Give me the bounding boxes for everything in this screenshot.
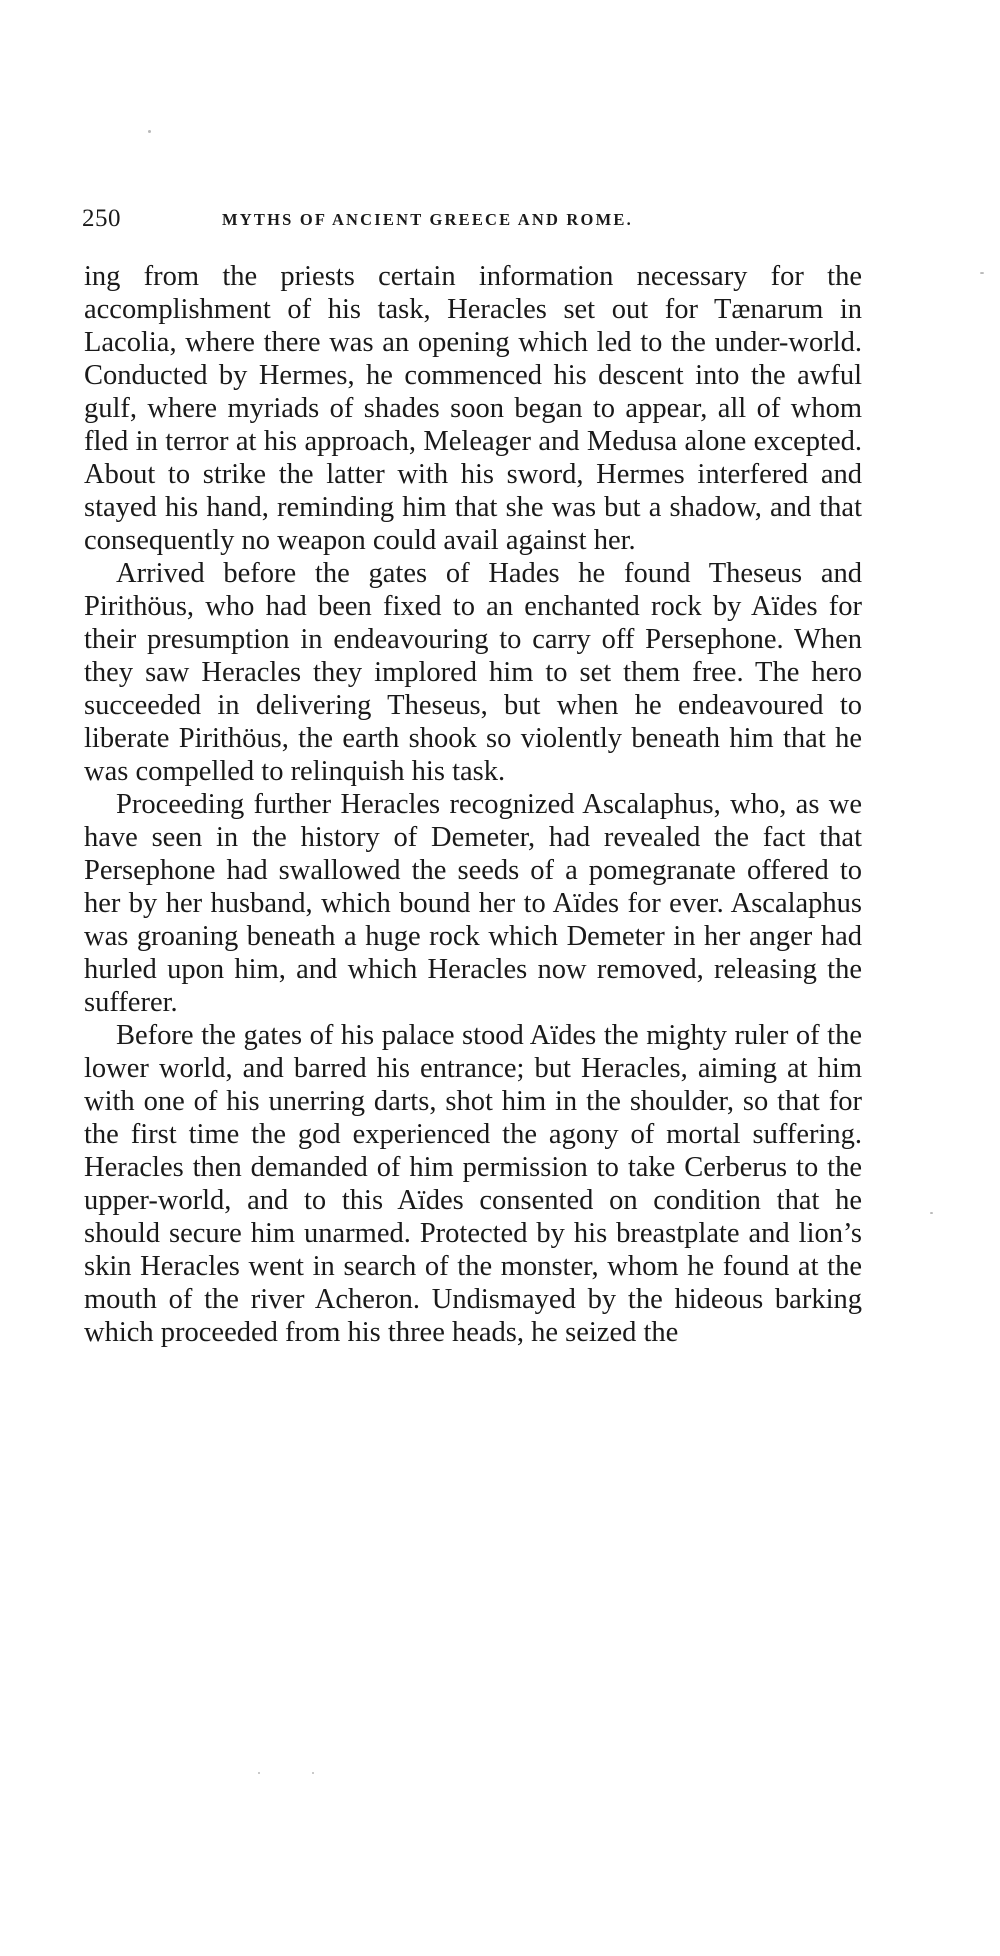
paragraph-theseus: Arrived before the gates of Hades he found Theseus and Pirithöus, who had been fixed to an enchanted rock by Aïdes for their presumption in endeavouring to carry off Persephone. When they saw Heracles they implored him to set them free. The hero succeeded in delivering Theseus, but when he endeavoured to liberate Pirithöus, the earth shook so violently beneath him that he was compelled to relinquish his task. bbox=[84, 558, 862, 787]
paragraph-continued: ing from the priests certain information necessary for the accomplishment of his task, Heracles set out for Tænarum in Lacolia, where there was an opening which led to the under-world. Conducted by Hermes, he commenced his descent into the awful gulf, where myriads of shades soon began to appear, all of whom fled in terror at his approach, Meleager and Medusa alone excepted. About to strike the latter with his sword, Hermes interfered and stayed his hand, reminding him that she was but a shadow, and that consequently no weapon could avail against her. bbox=[84, 261, 862, 556]
scan-speck bbox=[980, 272, 984, 274]
scan-speck bbox=[258, 1772, 260, 1774]
paragraph-aides: Before the gates of his palace stood Aïdes the mighty ruler of the lower world, and barred his entrance; but Heracles, aiming at him with one of his unerring darts, shot him in the shoulder, so that for the first time the god experienced the agony of mortal suffering. Heracles then demanded of him permission to take Cerberus to the upper-world, and to this Aïdes consented on condition that he should secure him unarmed. Protected by his breastplate and lion’s skin Heracles went in search of the monster, whom he found at the mouth of the river Acheron. Undismayed by the hideous barking which proceeded from his three heads, he seized the bbox=[84, 1020, 862, 1348]
body-text bbox=[84, 260, 862, 1349]
running-title: MYTHS OF ANCIENT GREECE AND ROME. bbox=[222, 210, 633, 229]
page-number: 250 bbox=[82, 205, 121, 232]
scan-speck bbox=[930, 1212, 933, 1214]
scan-speck bbox=[148, 130, 151, 133]
paragraph-ascalaphus: Proceeding further Heracles recognized Ascalaphus, who, as we have seen in the history of Demeter, had revealed the fact that Persephone had swallowed the seeds of a pomegranate offered to her by her husband, which bound her to Aïdes for ever. Ascalaphus was groaning beneath a huge rock which Demeter in her anger had hurled upon him, and which Heracles now removed, releasing the sufferer. bbox=[84, 789, 862, 1018]
scan-speck bbox=[312, 1772, 314, 1774]
page-header bbox=[82, 204, 862, 234]
